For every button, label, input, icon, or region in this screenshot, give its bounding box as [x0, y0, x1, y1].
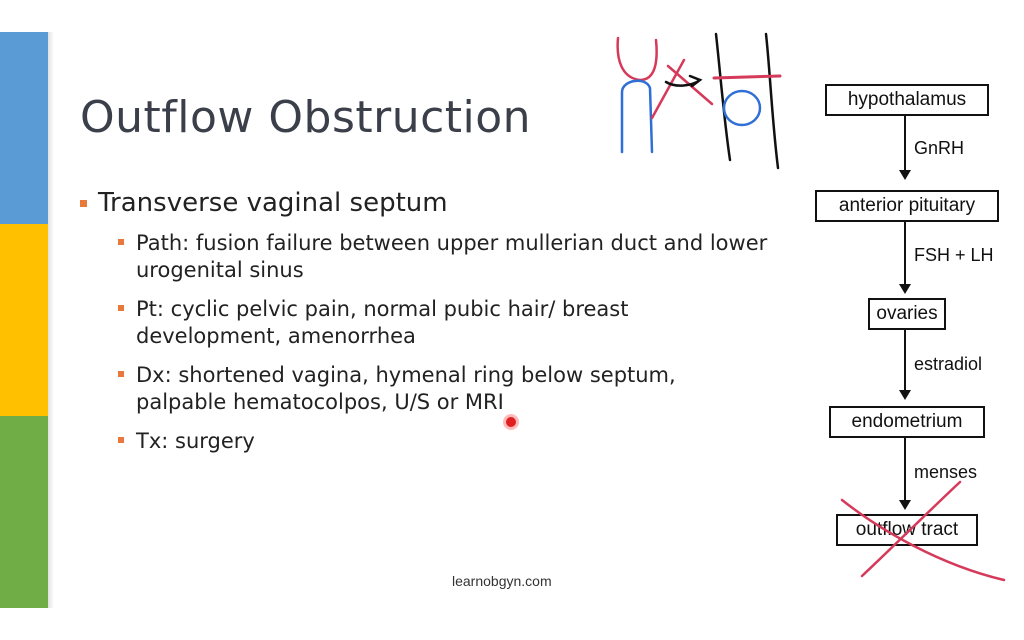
- slide-title: Outflow Obstruction: [80, 92, 532, 143]
- laser-pointer: [506, 417, 516, 427]
- flow-node-ovaries: ovaries: [868, 298, 946, 330]
- subbullet-patient: [118, 296, 770, 350]
- flow-edge-gnrh: GnRH: [914, 138, 965, 158]
- ink-sketch-right-wall-2: [766, 34, 778, 168]
- flow-edge-menses: menses: [914, 462, 978, 482]
- ink-sketch-red-slash-2: [668, 66, 712, 104]
- ink-sketch-blue-circle: [724, 91, 760, 125]
- flow-node-endometrium: endometrium: [829, 406, 985, 438]
- subbullet-text: Pt: cyclic pelvic pain, normal pubic hair/ breast development, amenorrhea: [136, 297, 629, 348]
- accent-band-yellow: [0, 224, 48, 416]
- flow-node-anterior-pituitary: anterior pituitary: [815, 190, 999, 222]
- ink-sketch-septum-line: [714, 76, 780, 78]
- bullet-main: [80, 188, 770, 218]
- flow-arrow-head: [899, 500, 911, 510]
- ink-sketch-left-red: [618, 38, 657, 80]
- subbullet-text: Tx: surgery: [136, 429, 255, 453]
- flow-arrow-line: [904, 330, 906, 392]
- flow-edge-estradiol: estradiol: [914, 354, 983, 374]
- ink-sketch-left-blue: [622, 81, 652, 152]
- bullet-marker: [80, 200, 87, 207]
- subbullet-text: Dx: shortened vagina, hymenal ring below septum, palpable hematocolpos, U/S or MRI: [136, 363, 676, 414]
- ink-sketch-red-slash-1: [652, 60, 684, 118]
- flow-arrow-line: [904, 116, 906, 172]
- footer-url: learnobgyn.com: [452, 573, 552, 589]
- subbullet-diagnosis: [118, 362, 770, 416]
- subbullet-text: Path: fusion failure between upper mullerian duct and lower urogenital sinus: [136, 231, 768, 282]
- bullet-marker: [118, 437, 124, 443]
- subbullet-path: [118, 230, 770, 284]
- flow-arrow-head: [899, 284, 911, 294]
- ink-sketch-arrow: [666, 76, 700, 86]
- subbullet-treatment: [118, 428, 770, 455]
- flow-arrow-head: [899, 170, 911, 180]
- bullet-marker: [118, 305, 124, 311]
- flow-arrow-line: [904, 222, 906, 286]
- flow-arrow-line: [904, 438, 906, 502]
- accent-band-blue: [0, 32, 48, 224]
- band-shadow: [48, 32, 54, 608]
- bullet-marker: [118, 371, 124, 377]
- flow-node-outflow-tract: outflow tract: [836, 514, 978, 546]
- ink-sketch-right-wall-1: [716, 34, 730, 160]
- bullet-list: [80, 188, 770, 455]
- bullet-main-text: Transverse vaginal septum: [98, 188, 448, 218]
- flow-edge-fsh-lh: FSH + LH: [914, 245, 994, 265]
- bullet-marker: [118, 239, 124, 245]
- flow-arrow-head: [899, 390, 911, 400]
- accent-band-green: [0, 416, 48, 608]
- flow-node-hypothalamus: hypothalamus: [825, 84, 989, 116]
